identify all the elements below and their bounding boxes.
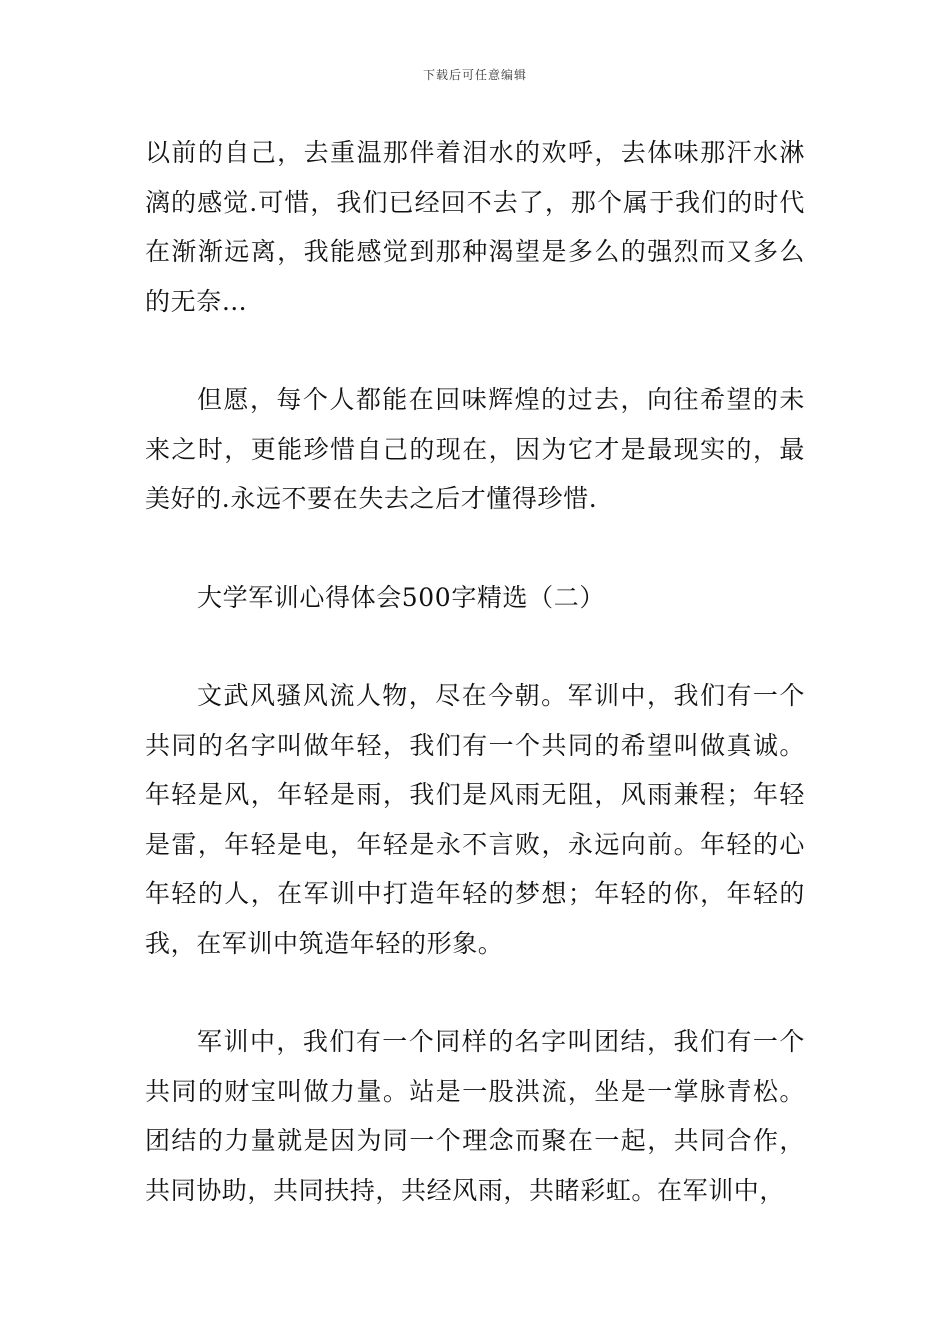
document-body (145, 128, 805, 1215)
paragraph-closing-wish: 但愿，每个人都能在回味辉煌的过去，向往希望的未来之时，更能珍惜自己的现在，因为它才是最现实的，最美好的.永远不要在失去之后才懂得珍惜. (145, 385, 805, 513)
page-header: 下载后可任意编辑 (422, 68, 527, 82)
paragraph-youth: 文武风骚风流人物，尽在今朝。军训中，我们有一个共同的名字叫做年轻，我们有一个共同的希望叫做真诚。年轻是风，年轻是雨，我们是风雨无阻，风雨兼程；年轻是雷，年轻是电，年轻是永不言败，永远向前。年轻的心年轻的人，在军训中打造年轻的梦想；年轻的你，年轻的我，在军训中筑造年轻的形象。 (145, 681, 805, 958)
section-heading: 大学军训心得体会500字精选（二） (197, 582, 605, 612)
paragraph-unity: 军训中，我们有一个同样的名字叫团结，我们有一个共同的财宝叫做力量。站是一股洪流，坐是一掌脉青松。团结的力量就是因为同一个理念而聚在一起，共同合作，共同协助，共同扶持，共经风雨，共睹彩虹。在军训中， (145, 1027, 805, 1205)
paragraph-continuation: 以前的自己，去重温那伴着泪水的欢呼，去体味那汗水淋漓的感觉.可惜，我们已经回不去了，那个属于我们的时代在渐渐远离，我能感觉到那种渴望是多么的强烈而又多么的无奈… (145, 138, 805, 316)
